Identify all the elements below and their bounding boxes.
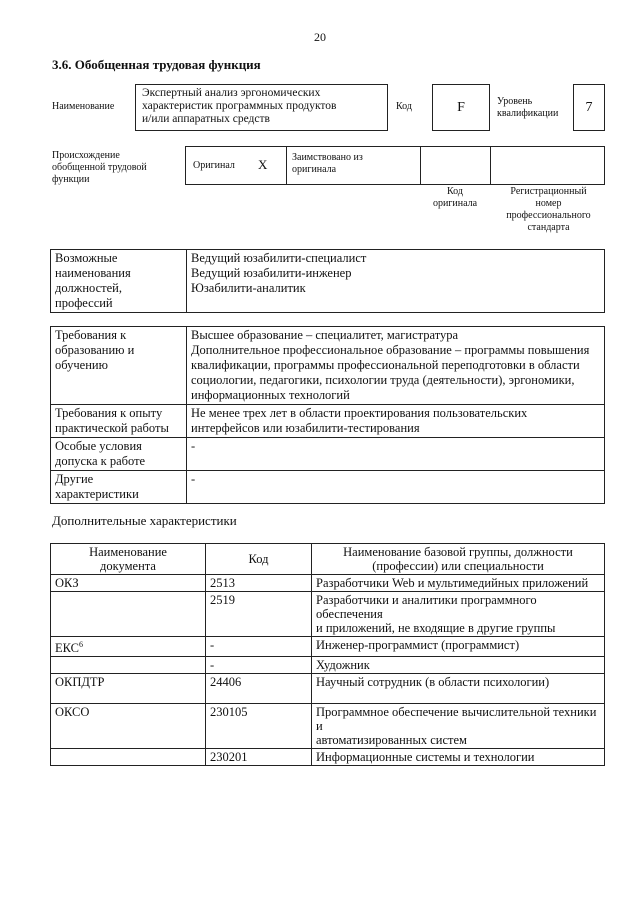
positions-label-line: должностей,	[55, 281, 122, 295]
original-mark: X	[258, 157, 268, 172]
position-title: Ведущий юзабилити-инженер	[191, 266, 352, 280]
header-line: Наименование базовой группы, должности	[343, 545, 573, 559]
origin-divider	[420, 146, 421, 185]
level-label	[497, 96, 558, 120]
function-name-line: Экспертный анализ эргономических	[142, 87, 321, 99]
header-cell-name	[312, 544, 605, 575]
requirement-label-line: допуска к работе	[55, 454, 146, 468]
table-cell-name	[312, 674, 605, 704]
table-cell-code: 230105	[206, 704, 312, 749]
borrowed-label-line: оригинала	[292, 164, 337, 175]
original-label: Оригинал	[193, 160, 235, 171]
origin-label-line: Происхождение	[52, 150, 120, 161]
requirement-value-line: информационных технологий	[191, 388, 350, 402]
requirement-value-cell	[187, 327, 605, 405]
positions-label-cell	[51, 250, 187, 313]
positions-label-line: профессий	[55, 296, 113, 310]
header-line: Код	[248, 552, 269, 566]
requirement-value-cell	[187, 438, 605, 471]
reg-caption	[492, 186, 605, 234]
table-cell-doc: ОКПДТР	[51, 674, 206, 704]
origin-label-line: обобщенной трудовой	[52, 162, 147, 173]
level-label-line: квалификации	[497, 108, 559, 119]
reg-caption-line: Регистрационный	[510, 186, 587, 197]
origin-box	[185, 146, 605, 185]
reg-caption-line: профессионального	[506, 210, 591, 221]
requirement-label-cell	[51, 438, 187, 471]
table-cell-doc	[51, 637, 206, 657]
name-line: Разработчики Web и мультимедийных приложений	[316, 576, 589, 590]
requirement-label-cell	[51, 327, 187, 405]
table-cell-code: -	[206, 637, 312, 657]
borrowed-label	[292, 152, 363, 176]
table-cell-code: 24406	[206, 674, 312, 704]
header-line: документа	[100, 559, 156, 573]
name-line: Научный сотрудник (в области психологии)	[316, 675, 550, 690]
table-cell-code: -	[206, 657, 312, 674]
code-caption-line: оригинала	[432, 198, 478, 209]
function-name-line: и/или аппаратных средств	[142, 113, 270, 125]
requirement-value-line: -	[191, 439, 196, 453]
table-cell-doc	[51, 749, 206, 766]
name-line: автоматизированных систем	[316, 733, 467, 748]
table-cell-name	[312, 637, 605, 657]
reg-caption-line: стандарта	[527, 222, 570, 233]
function-name-box	[135, 84, 388, 131]
doc-footnote: 6	[79, 640, 83, 649]
level-value-box: 7	[573, 84, 605, 131]
table-cell-name	[312, 704, 605, 749]
level-label-line: Уровень	[497, 96, 533, 107]
position-title: Юзабилити-аналитик	[191, 281, 306, 295]
origin-label-line: функции	[52, 174, 90, 185]
table-cell-code: 230201	[206, 749, 312, 766]
requirement-label-line: Требования к опыту	[55, 406, 163, 420]
position-title: Ведущий юзабилити-специалист	[191, 251, 367, 265]
requirement-value-line: интерфейсов или юзабилити-тестирования	[191, 421, 420, 435]
requirement-label-line: Требования к	[55, 328, 127, 342]
requirement-value-line: Не менее трех лет в области проектирования пользовательских	[191, 406, 528, 420]
additional-table	[50, 543, 605, 766]
function-name-line: характеристик программных продуктов	[142, 100, 337, 112]
requirement-value-line: -	[191, 472, 196, 486]
name-line: и приложений, не входящие в другие группы	[316, 621, 556, 635]
header-cell-document	[51, 544, 206, 575]
requirement-value-cell	[187, 405, 605, 438]
header-cell-code	[206, 544, 312, 575]
requirement-label-line: характеристики	[55, 487, 139, 501]
table-cell-name	[312, 592, 605, 637]
table-cell-doc: ОКЗ	[51, 575, 206, 592]
table-cell-name	[312, 749, 605, 766]
doc-name: ЕКС	[55, 641, 79, 656]
requirement-label-line: Другие	[55, 472, 94, 486]
requirement-value-line: Дополнительное профессиональное образование – программы повышения	[191, 343, 590, 357]
requirement-label-line: Особые условия	[55, 439, 142, 453]
origin-label	[52, 150, 147, 186]
name-line: Инженер-программист (программист)	[316, 638, 520, 652]
requirements-table	[50, 326, 605, 504]
code-caption	[420, 186, 490, 210]
table-cell-code: 2519	[206, 592, 312, 637]
name-line: Художник	[316, 658, 370, 673]
table-cell-name	[312, 575, 605, 592]
code-value-box: F	[432, 84, 490, 131]
requirement-label-line: практической работы	[55, 421, 169, 435]
code-label: Код	[396, 101, 412, 112]
requirement-label-line: обучению	[55, 358, 108, 372]
requirement-value-line: квалификации, программы профессиональной переподготовки в области	[191, 358, 580, 372]
name-line: Информационные системы и технологии	[316, 750, 535, 765]
header-line: (профессии) или специальности	[372, 559, 544, 573]
requirement-value-cell	[187, 471, 605, 504]
table-cell-code: 2513	[206, 575, 312, 592]
positions-label-line: Возможные	[55, 251, 118, 265]
requirement-label-line: образованию и	[55, 343, 135, 357]
positions-values-cell	[187, 250, 605, 313]
borrowed-label-line: Заимствовано из	[292, 152, 363, 163]
requirement-value-line: Высшее образование – специалитет, магистратура	[191, 328, 459, 342]
origin-divider	[286, 146, 287, 185]
name-line: Разработчики и аналитики программного обеспечения	[316, 593, 537, 621]
table-cell-doc: ОКСО	[51, 704, 206, 749]
reg-caption-line: номер	[535, 198, 562, 209]
origin-divider	[490, 146, 491, 185]
table-cell-doc	[51, 657, 206, 674]
name-label: Наименование	[52, 101, 115, 112]
section-title: 3.6. Обобщенная трудовая функция	[52, 57, 261, 72]
code-caption-line: Код	[447, 186, 463, 197]
table-cell-doc	[51, 592, 206, 637]
table-cell-name	[312, 657, 605, 674]
additional-title: Дополнительные характеристики	[52, 513, 237, 528]
header-line: Наименование	[89, 545, 167, 559]
requirement-label-cell	[51, 405, 187, 438]
requirement-label-cell	[51, 471, 187, 504]
requirement-value-line: социологии, педагогики, психологии труда (деятельности), эргономики,	[191, 373, 575, 387]
name-line: Программное обеспечение вычислительной техники и	[316, 705, 597, 734]
positions-table	[50, 249, 605, 313]
page-number: 20	[314, 30, 326, 44]
positions-label-line: наименования	[55, 266, 131, 280]
